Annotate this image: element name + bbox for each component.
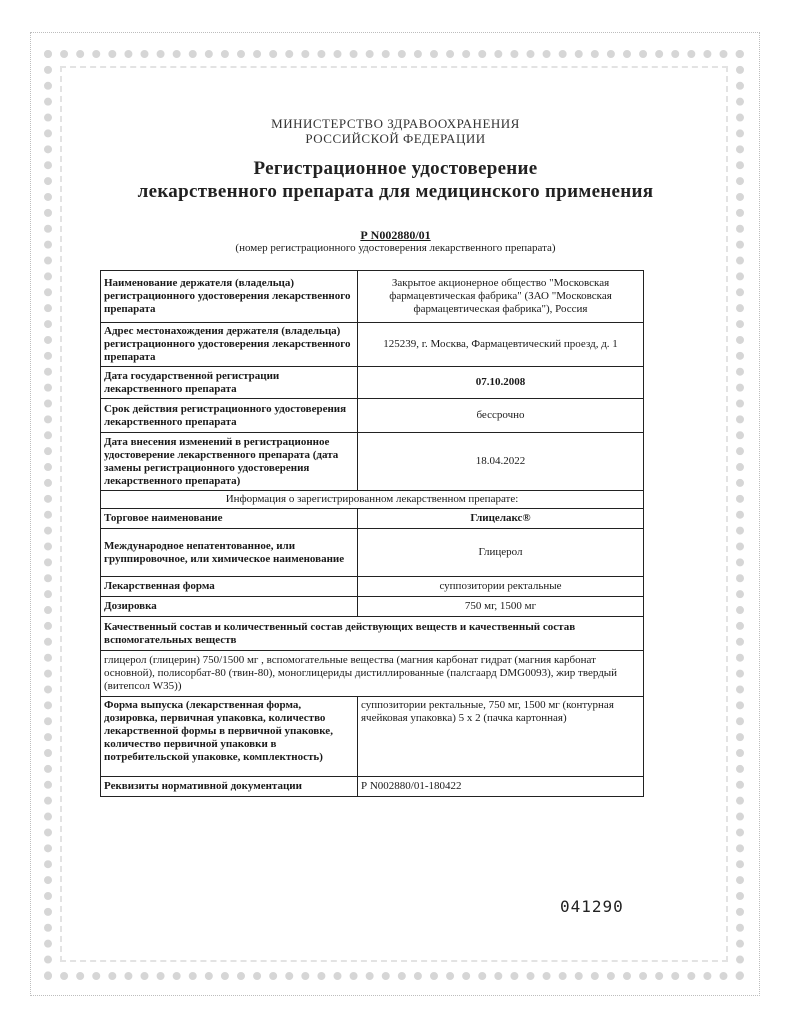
dosage-value: 750 мг, 1500 мг (358, 597, 644, 617)
registration-date-label: Дата государственной регистрации лекарственного препарата (101, 367, 358, 399)
validity-label: Срок действия регистрационного удостоверения лекарственного препарата (101, 399, 358, 433)
table-row (101, 271, 644, 323)
composition-value: глицерол (глицерин) 750/1500 мг , вспомогательные вещества (магния карбонат гидрат (магния карбонат основной), полисорбат-80 (твин-80), моноглицериды дистиллированные (палсгаард DMG0093), жир твердый (витепсол W35)) (101, 651, 644, 697)
table-row (101, 617, 644, 651)
registration-number-caption: (номер регистрационного удостоверения лекарственного препарата) (235, 242, 556, 254)
table-row (101, 697, 644, 777)
ministry-line-1: МИНИСТЕРСТВО ЗДРАВООХРАНЕНИЯ (271, 116, 520, 131)
table-row (101, 777, 644, 797)
registration-number: Р N002880/01 (360, 228, 431, 242)
normative-docs-label: Реквизиты нормативной документации (101, 777, 358, 797)
table-row (101, 399, 644, 433)
holder-name-label: Наименование держателя (владельца) регистрационного удостоверения лекарственного препарата (101, 271, 358, 323)
table-row (101, 577, 644, 597)
dosage-label: Дозировка (101, 597, 358, 617)
document-title-line-2: лекарственного препарата для медицинского применения (137, 181, 654, 202)
ministry-line-2: РОССИЙСКОЙ ФЕДЕРАЦИИ (305, 131, 486, 146)
certificate-table (100, 270, 644, 797)
trade-name-label: Торговое наименование (101, 509, 358, 529)
release-form-value: суппозитории ректальные, 750 мг, 1500 мг (контурная ячейковая упаковка) 5 x 2 (пачка картонная) (358, 697, 644, 777)
normative-docs-value: Р N002880/01-180422 (358, 777, 644, 797)
dosage-form-label: Лекарственная форма (101, 577, 358, 597)
registration-date-value: 07.10.2008 (358, 367, 644, 399)
table-row (101, 529, 644, 577)
dosage-form-value: суппозитории ректальные (358, 577, 644, 597)
table-row (101, 491, 644, 509)
release-form-label: Форма выпуска (лекарственная форма, дозировка, первичная упаковка, количество лекарственной формы в первичной упаковке, количество первичной упаковки в потребительской упаковке, комплектность) (101, 697, 358, 777)
table-row (101, 597, 644, 617)
change-date-value: 18.04.2022 (358, 433, 644, 491)
table-row (101, 323, 644, 367)
document-title-line-1: Регистрационное удостоверение (253, 158, 538, 179)
table-row (101, 509, 644, 529)
holder-name-value: Закрытое акционерное общество "Московская фармацевтическая фабрика" (ЗАО "Московская фармацевтическая фабрика"), Россия (358, 271, 644, 323)
composition-label: Качественный состав и количественный состав действующих веществ и качественный состав вспомогательных веществ (101, 617, 644, 651)
holder-address-value: 125239, г. Москва, Фармацевтический проезд, д. 1 (358, 323, 644, 367)
validity-value: бессрочно (358, 399, 644, 433)
holder-address-label: Адрес местонахождения держателя (владельца) регистрационного удостоверения лекарственного препарата (101, 323, 358, 367)
table-row (101, 651, 644, 697)
serial-number: 041290 (560, 897, 624, 916)
inn-value: Глицерол (358, 529, 644, 577)
change-date-label: Дата внесения изменений в регистрационное удостоверение лекарственного препарата (дата замены регистрационного удостоверения лекарственного препарата) (101, 433, 358, 491)
table-row (101, 433, 644, 491)
table-row (101, 367, 644, 399)
inn-label: Международное непатентованное, или группировочное, или химическое наименование (101, 529, 358, 577)
drug-info-section-title: Информация о зарегистрированном лекарственном препарате: (101, 491, 644, 509)
trade-name-value: Глицелакс® (358, 509, 644, 529)
